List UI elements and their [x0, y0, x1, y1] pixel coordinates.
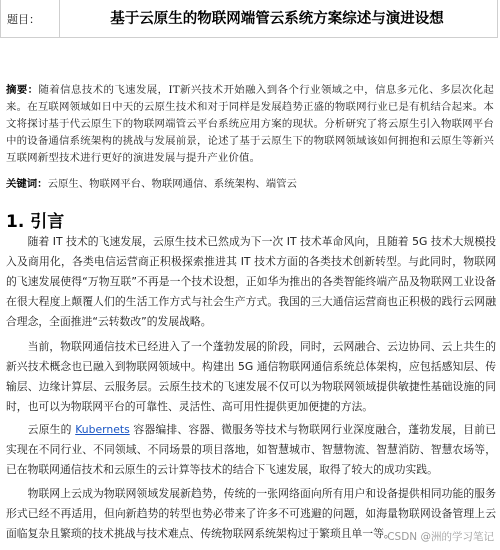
watermark: CSDN @洲的学习笔记 — [387, 531, 494, 543]
keywords — [6, 176, 494, 193]
section-heading: 1. 引言 — [6, 212, 65, 232]
abstract — [6, 82, 494, 167]
paragraph-1: 随着 IT 技术的飞速发展，云原生技术已然成为下一次 IT 技术革命风向，且随着 5G 技术大规模投入及商用化，各类电信运营商正积极探索推进其 IT 技术方面的各类技术创新转型。与此同时，物联网的飞速发展使得“万物互联”不再是一个技术设想，正如华为推出的各类智能终端产品及物联网工业设备在很大程度上颠覆人们的生活工作方式与社会生产方式。我国的三大通信运营商也正积极的践行云网融合理念，全面推进“云转数改”的发展战略。 — [6, 235, 496, 328]
title-label: 题目： — [7, 13, 40, 26]
keywords-text: 云原生、物联网平台、物联网通信、系统架构、端管云 — [47, 178, 297, 190]
paragraph-2: 当前，物联网通信技术已经进入了一个蓬勃发展的阶段，同时，云网融合、云边协同、云上共生的新兴技术概念也已融入到物联网领域中。构建出 5G 通信物联网通信系统总体架构，应包括感知层、传输层、边缘计算层、云服务层。云原生技术的飞速发展不仅可以为物联网领域提供敏捷性基础设施的同时，也可以为物联网平台的可靠性、灵活性、高可用性提供更加便捷的方法。 — [6, 340, 496, 413]
title-divider — [59, 0, 60, 38]
paragraph-3 — [6, 420, 496, 480]
title-box — [0, 0, 498, 38]
paragraph-3-end: 容器编排、容器、微服务等技术与物联网行业深度融合，蓬勃发展，目前已实现在不同行业、不同领域、不同场景的项目落地，如智慧城市、智慧物流、智慧消防、智慧农场等，已在物联网通信技术和云原生的云计算等技术的结合下飞速发展，取得了较大的成功实践。 — [6, 423, 496, 476]
abstract-text: 随着信息技术的飞速发展，IT新兴技术开始融入到各个行业领域之中，信息多元化、多层次化起来。在互联网领域如日中天的云原生技术和对于同样是发展趋势正盛的物联网行业已是有机结合起来。本文将探讨基于代云原生下的物联网端管云平台系统应用方案的现状。分析研究了将云原生引入物联网平台中的设备通信系统架构的挑战与发展前景，论述了基于云原生下的物联网领域该如何拥抱和云原生等新兴互联网新型技术进行更好的演进发展与提升产业价值。 — [6, 84, 494, 164]
document-title: 基于云原生的物联网端管云系统方案综述与演进设想 — [110, 11, 444, 27]
abstract-label: 摘要： — [6, 84, 39, 96]
keywords-label: 关键词： — [6, 178, 48, 190]
paragraph-4: 物联网上云成为物联网领域发展新趋势，传统的一张网络面向所有用户和设备提供相同功能的服务形式已经不再适用，但向新趋势的转型也势必带来了许多不可逃避的问题，如海量物联网设备管理上云面临复杂且繁琐的技术挑战与技术难点、传统物联网系统架构过于繁琐且单一等。 — [6, 487, 496, 540]
kubernetes-link[interactable]: Kubernets — [75, 423, 130, 436]
paragraph-3-start: 云原生的 — [27, 423, 76, 436]
